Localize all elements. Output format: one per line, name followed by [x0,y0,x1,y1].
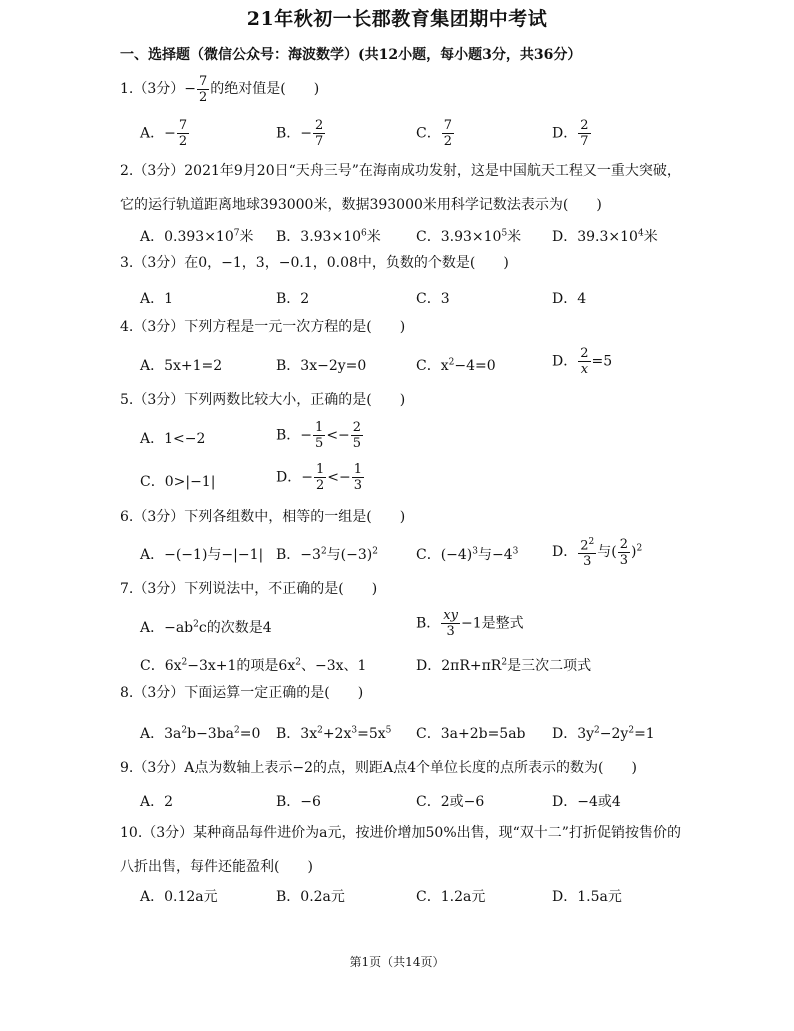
question-8-option-b: B．$3x^2+2x^3=5x^5$ [276,725,392,742]
question-6-stem: 6.（3分）下列各组数中，相等的一组是( ) [120,509,406,525]
question-4-option-d: D． $\frac{2}{x}$ =5 [552,346,613,377]
question-1-option-a: A．− $\frac{7}{2}$ [140,118,188,149]
question-4-option-a: A．5x+1=2 [140,358,223,374]
question-7-option-c: C．$6x^2-3x+1$的项是$6x^2$、−3x、1 [140,657,367,674]
question-8-option-d: D．$3y^2-2y^2=1$ [552,725,655,742]
page-title: 21年秋初一长郡教育集团期中考试 [246,8,548,30]
question-5-option-d: D．− $\frac{1}{2}$ <− $\frac{1}{3}$ [276,462,362,493]
question-9-option-a: A．2 [140,794,174,810]
question-3-option-d: D．4 [552,291,587,307]
question-4-option-b: B．3x−2y=0 [276,358,367,374]
question-9-option-c: C．2或−6 [416,794,485,810]
question-10-option-a: A．0.12a元 [140,889,218,905]
question-10-option-d: D．1.5a元 [552,889,622,905]
question-4-option-c: C．$x^2-4=0$ [416,357,496,374]
question-8-stem: 8.（3分）下面运算一定正确的是( ) [120,685,364,701]
question-9-stem: 9.（3分）A点为数轴上表示−2的点，则距A点4个单位长度的点所表示的数为( ) [120,760,637,776]
page-footer: 第1页（共14页） [349,955,445,969]
question-3-option-b: B．2 [276,291,310,307]
question-1-option-d: D． $\frac{2}{7}$ [552,118,589,149]
question-5-option-b: B．− $\frac{1}{5}$ <− $\frac{2}{5}$ [276,420,362,451]
question-3-option-c: C．3 [416,291,450,307]
question-6-option-c: C．$(-4)^3$与$-4^3$ [416,546,519,563]
question-2-option-d: D．$39.3\times 10^4$米 [552,228,658,245]
question-1-stem: 1.（3分）− $\frac{7}{2}$ 的绝对值是( ) [120,73,320,105]
question-1-option-c: C． $\frac{7}{2}$ [416,118,452,149]
question-5-option-c: C．0>|−1| [140,474,216,490]
question-2-option-b: B．$3.93\times 10^6$米 [276,228,381,245]
question-8-option-a: A．$3a^2b-3ba^2=0$ [140,725,261,742]
section-heading: 一、选择题（微信公众号：海波数学）(共12小题，每小题3分，共36分） [120,47,582,63]
question-10-option-b: B．0.2a元 [276,889,345,905]
question-6-option-b: B．$-3^2$与$(-3)^2$ [276,546,378,563]
question-9-option-d: D．−4或4 [552,794,621,810]
question-2-option-c: C．$3.93\times 10^5$米 [416,228,522,245]
question-7-option-a: A．$-ab^2c$的次数是4 [140,619,272,636]
question-4-stem: 4.（3分）下列方程是一元一次方程的是( ) [120,319,406,335]
question-1-option-b: B．− $\frac{2}{7}$ [276,118,324,149]
question-7-option-b: B． $\frac{xy}{3}$ −1是整式 [416,608,524,639]
fraction: $\frac{7}{2}$ [199,73,208,105]
question-9-option-b: B．−6 [276,794,321,810]
question-8-option-c: C．3a+2b=5ab [416,726,526,742]
question-10-option-c: C．1.2a元 [416,889,486,905]
question-6-option-d: D． $\frac{2^2}{3}$ 与( $\frac{2}{3}$ )$^2$ [552,536,643,570]
question-7-stem: 7.（3分）下列说法中，不正确的是( ) [120,581,378,597]
question-10-stem: 10.（3分）某种商品每件进价为a元，按进价增加50%出售，现“双十二”打折促销按售价的八折出售，每件还能盈利( ) [120,825,681,875]
question-6-option-a: A．−(−1)与−|−1| [140,547,264,563]
question-2-option-a: A．$0.393\times 10^7$米 [140,228,254,245]
question-5-option-a: A．1<−2 [140,431,206,447]
question-5-stem: 5.（3分）下列两数比较大小，正确的是( ) [120,392,406,408]
question-3-option-a: A．1 [140,291,174,307]
question-7-option-d: D．$2\pi R+\pi R^2$是三次二项式 [416,657,592,674]
question-2-stem: 2.（3分）2021年9月20日“天舟三号”在海南成功发射，这是中国航天工程又一重大突破，它的运行轨道距离地球393000米，数据393000米用科学记数法表示为( ) [120,163,681,213]
question-3-stem: 3.（3分）在0，−1，3，−0.1，0.08中，负数的个数是( ) [120,255,509,271]
